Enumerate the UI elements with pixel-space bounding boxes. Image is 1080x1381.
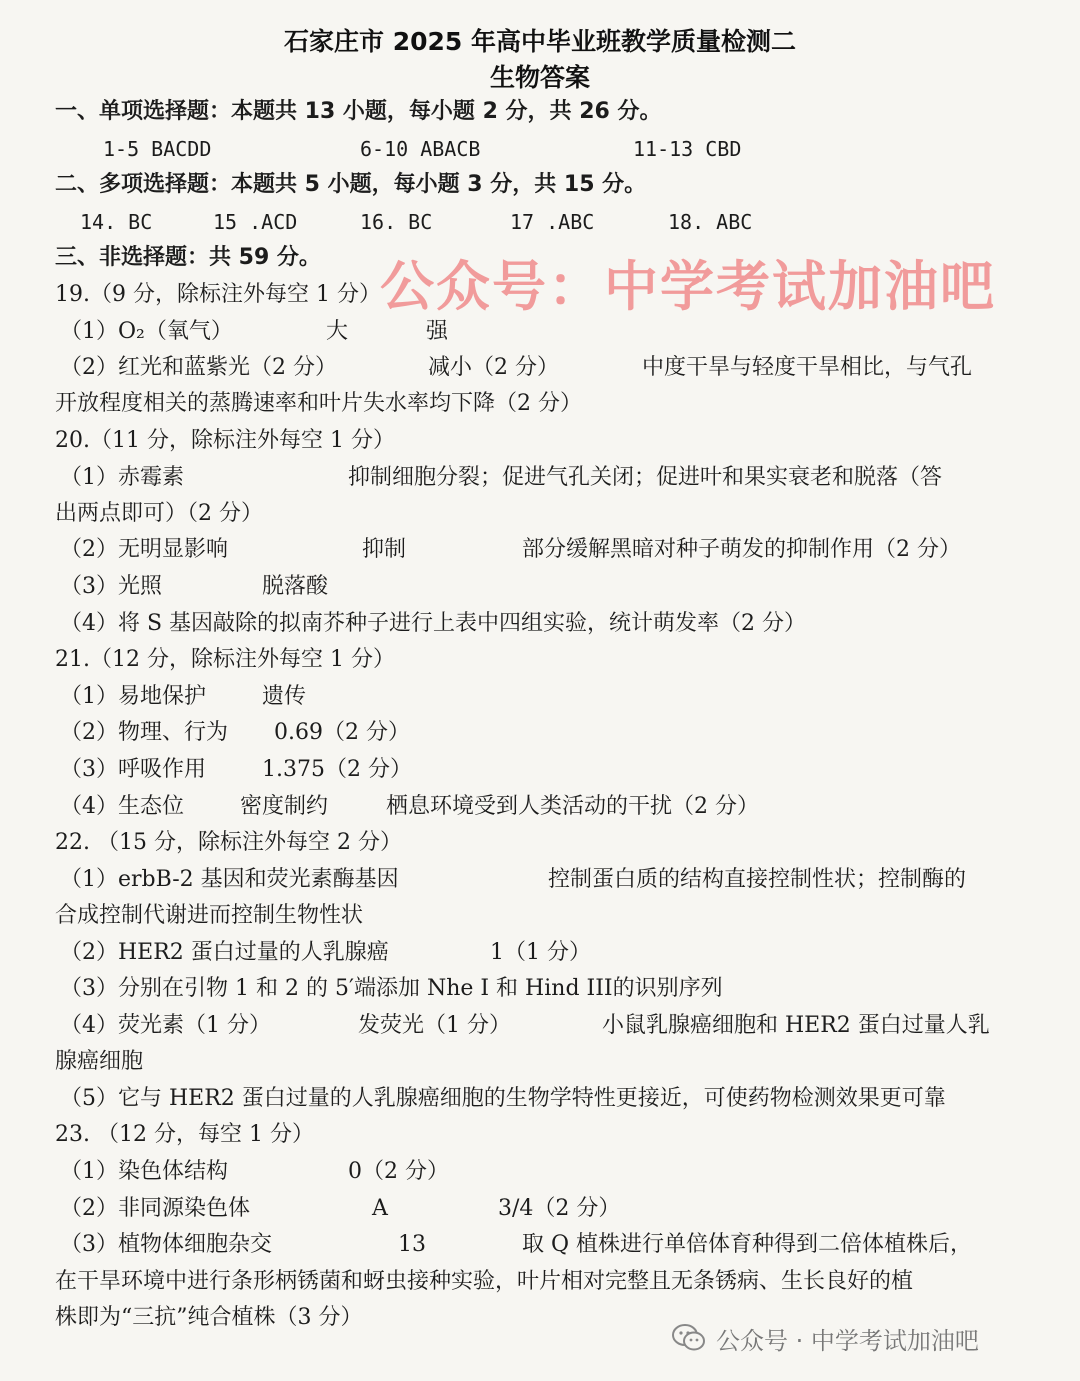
q22-heading: 22. （15 分，除标注外每空 2 分） [55,830,402,855]
q20-part-4: （4）将 S 基因敲除的拟南芥种子进行上表中四组实验，统计萌发率（2 分） [60,611,807,636]
q22-part-1: （1）erbB-2 基因和荧光素酶基因 控制蛋白质的结构直接控制性状；控制酶的 [60,867,967,892]
q20-part-1: （1）赤霉素 抑制细胞分裂；促进气孔关闭；促进叶和果实衰老和脱落（答 [60,465,943,490]
q22-part-5: （5）它与 HER2 蛋白过量的人乳腺癌细胞的生物学特性更接近，可使药物检测效果更可靠 [60,1086,946,1111]
q21-part-1: （1）易地保护 遗传 [60,684,307,709]
answer-18: 18. ABC [668,210,753,234]
page-title: 石家庄市 2025 年高中毕业班教学质量检测二 [284,27,796,56]
section-1-header: 一、单项选择题：本题共 13 小题，每小题 2 分，共 26 分。 [55,99,662,124]
q19-heading: 19.（9 分，除标注外每空 1 分） [55,282,381,307]
q23-part-3-cont: 在干旱环境中进行条形柄锈菌和蚜虫接种实验，叶片相对完整且无条锈病、生长良好的植 [55,1269,914,1294]
answers-1-5: 1-5 BACDD [103,137,212,161]
q23-part-3-cont2: 株即为“三抗”纯合植株（3 分） [55,1305,363,1330]
q22-part-1-cont: 合成控制代谢进而控制生物性状 [55,903,364,928]
q19-part-1: （1）O₂（氧气） 大 强 [60,319,449,344]
q21-part-2: （2）物理、行为 0.69（2 分） [60,720,410,745]
page-subtitle: 生物答案 [489,63,590,92]
answers-6-10: 6-10 ABACB [360,137,481,161]
q22-part-3: （3）分别在引物 1 和 2 的 5′端添加 Nhe I 和 Hind III的识别序列 [60,976,723,1001]
answer-14: 14. BC [80,210,153,234]
q23-part-3: （3）植物体细胞杂交 13 取 Q 植株进行单倍体育种得到二倍体植株后， [60,1232,973,1257]
q20-part-3: （3）光照 脱落酸 [60,574,329,599]
section-2-answers [0,204,1080,240]
q21-part-3: （3）呼吸作用 1.375（2 分） [60,757,412,782]
q23-heading: 23. （12 分，每空 1 分） [55,1122,314,1147]
q20-heading: 20.（11 分，除标注外每空 1 分） [55,428,395,453]
q22-part-2: （2）HER2 蛋白过量的人乳腺癌 1（1 分） [60,940,591,965]
answer-17: 17 .ABC [510,210,595,234]
q21-heading: 21.（12 分，除标注外每空 1 分） [55,647,395,672]
section-2-header: 二、多项选择题：本题共 5 小题，每小题 3 分，共 15 分。 [55,172,647,197]
q21-part-4: （4）生态位 密度制约 栖息环境受到人类活动的干扰（2 分） [60,794,759,819]
answers-11-13: 11-13 CBD [633,137,742,161]
answer-15: 15 .ACD [213,210,298,234]
q22-part-4: （4）荧光素（1 分） 发荧光（1 分） 小鼠乳腺癌细胞和 HER2 蛋白过量人乳 [60,1013,990,1038]
q20-part-1-cont: 出两点即可）（2 分） [55,501,263,526]
q23-part-2: （2）非同源染色体 A 3/4（2 分） [60,1196,621,1221]
section-3-header: 三、非选择题：共 59 分。 [55,245,321,270]
q22-part-4-cont: 腺癌细胞 [55,1049,144,1074]
answer-16: 16. BC [360,210,433,234]
footer-account[interactable] [672,1316,979,1360]
watermark-text: 公众号：中学考试加油吧 [380,255,996,318]
section-1-answers [0,131,1080,167]
q19-part-2: （2）红光和蓝紫光（2 分） 减小（2 分） 中度干旱与轻度干旱相比，与气孔 [60,355,973,380]
q19-part-2-cont: 开放程度相关的蒸腾速率和叶片失水率均下降（2 分） [55,391,582,416]
wechat-icon [672,1323,706,1353]
footer-label: 公众号 · 中学考试加油吧 [716,1326,979,1355]
q23-part-1: （1）染色体结构 0（2 分） [60,1159,449,1184]
q20-part-2: （2）无明显影响 抑制 部分缓解黑暗对种子萌发的抑制作用（2 分） [60,537,961,562]
